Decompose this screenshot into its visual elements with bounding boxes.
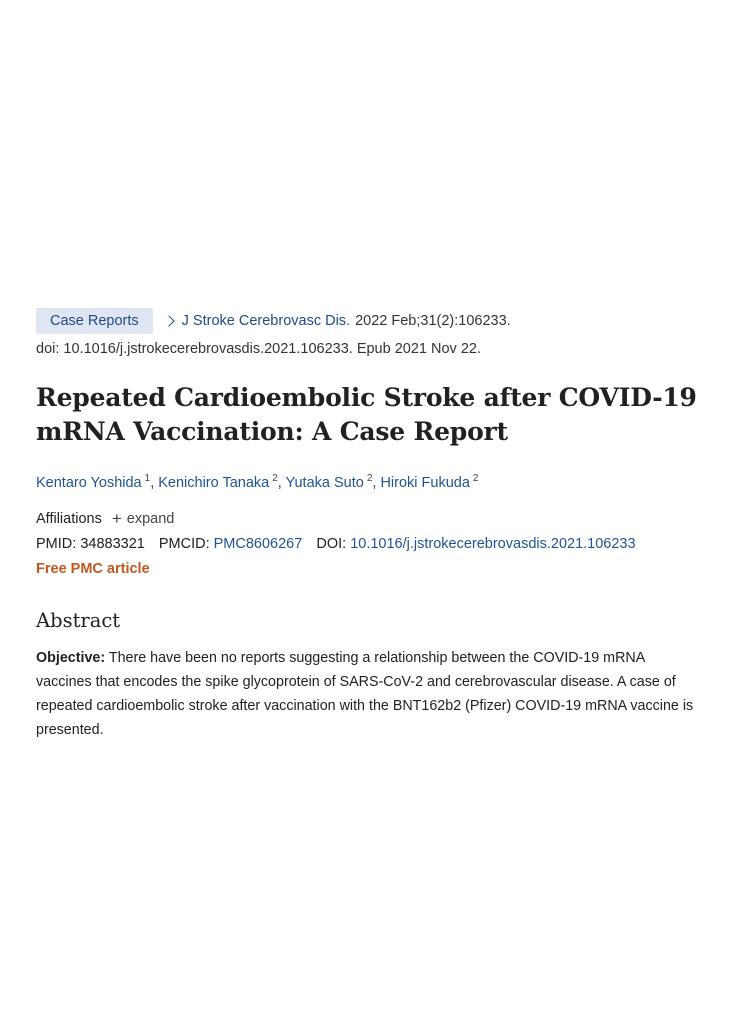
pmcid-label: PMCID:: [158, 535, 210, 552]
author-separator: ,: [150, 474, 155, 491]
affiliations-row: [36, 508, 726, 528]
author-affiliation-number[interactable]: 1: [144, 473, 151, 484]
author-link[interactable]: Kentaro Yoshida: [36, 474, 142, 491]
pmid-label: PMID:: [36, 535, 77, 552]
article-header: [36, 308, 726, 742]
author-link[interactable]: Hiroki Fukuda: [380, 474, 470, 491]
pmid-value: 34883321: [80, 535, 145, 552]
journal-link[interactable]: [163, 313, 350, 329]
doi-link[interactable]: 10.1016/j.jstrokecerebrovasdis.2021.106233: [350, 535, 636, 552]
abstract-heading: Abstract: [36, 608, 121, 632]
citation-line: [36, 308, 726, 334]
doi-label: DOI:: [316, 535, 347, 552]
doi-epub-line: doi: 10.1016/j.jstrokecerebrovasdis.2021.106233. Epub 2021 Nov 22.: [36, 341, 481, 357]
author-affiliation-number[interactable]: 2: [272, 473, 278, 484]
author-list: [36, 473, 726, 491]
affiliations-label: Affiliations: [36, 510, 102, 527]
free-pmc-article-label: Free PMC article: [36, 560, 150, 577]
title-line-2: mRNA Vaccination: A Case Report: [36, 417, 508, 446]
author-separator: ,: [277, 474, 282, 491]
author-affiliation-number[interactable]: 2: [366, 473, 373, 484]
author-link[interactable]: Kenichiro Tanaka: [158, 474, 270, 491]
title-line-1: Repeated Cardioembolic Stroke after COVID-19: [36, 383, 697, 412]
chevron-right-icon: [163, 315, 174, 326]
author-separator: ,: [372, 474, 377, 491]
article-title: [36, 381, 726, 449]
author-link[interactable]: Yutaka Suto: [285, 474, 364, 491]
expand-affiliations-button[interactable]: expand: [126, 510, 175, 527]
abstract-body: [36, 646, 696, 742]
citation-details: 2022 Feb;31(2):106233.: [355, 313, 511, 329]
journal-name[interactable]: J Stroke Cerebrovasc Dis.: [181, 313, 351, 329]
objective-label: Objective:: [36, 649, 106, 666]
plus-icon[interactable]: +: [111, 508, 122, 528]
objective-text: There have been no reports suggesting a relationship between the COVID-19 mRNA vaccines that encodes the spike glycoprotein of SARS-CoV-2 and cerebrovascular disease. A case of repeated cardioembolic stroke after vaccination with the BNT162b2 (Pfizer) COVID-19 mRNA vaccine is presented.: [36, 649, 694, 738]
pmcid-link[interactable]: PMC8606267: [213, 535, 303, 552]
article-type-badge[interactable]: Case Reports: [36, 308, 153, 334]
identifiers-row: [36, 536, 726, 552]
author-affiliation-number[interactable]: 2: [472, 473, 479, 484]
